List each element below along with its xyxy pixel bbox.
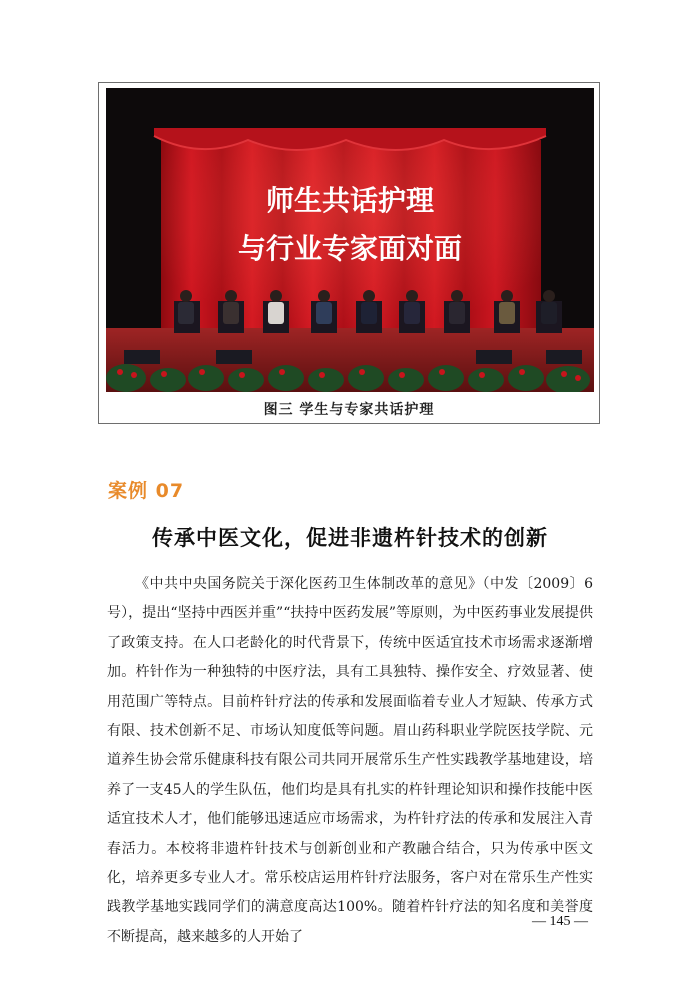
stage-photo [106,88,594,392]
page-number: — 145 — [532,914,588,929]
banner-line-1: 师生共话护理 [265,184,435,217]
figure-frame [98,82,600,424]
stage-photo-illustration [106,88,594,392]
banner-line-2: 与行业专家面对面 [237,232,463,265]
figure-caption: 图三 学生与专家共话护理 [263,402,435,418]
case-label: 案例 07 [108,480,185,502]
body-paragraph: 《中共中央国务院关于深化医药卫生体制改革的意见》（中发〔2009〕6号），提出“坚持中西医并重”“扶持中医药发展”等原则，为中医药事业发展提供了政策支持。在人口老龄化的时代背景下，传统中医适宜技术市场需求逐渐增加。杵针作为一种独特的中医疗法，具有工具独特、操作安全、疗效显著、使用范围广等特点。目前杵针疗法的传承和发展面临着专业人才短缺、传承方式有限、技术创新不足、市场认知度低等问题。眉山药科职业学院医技学院、元道养生协会常乐健康科技有限公司共同开展常乐生产性实践教学基地建设，培养了一支45人的学生队伍，他们均是具有扎实的杵针理论知识和操作技能中医适宜技术人才，他们能够迅速适应市场需求，为杵针疗法的传承和发展注入青春活力。本校将非遗杵针技术与创新创业和产教融合结合，只为传承中医文化，培养更多专业人才。常乐校店运用杵针疗法服务，客户对在常乐生产性实践教学基地实践同学们的满意度高达100%。随着杵针疗法的知名度和美誉度不断提高，越来越多的人开始了 [107,576,593,945]
article-title: 传承中医文化，促进非遗杵针技术的创新 [152,525,548,550]
